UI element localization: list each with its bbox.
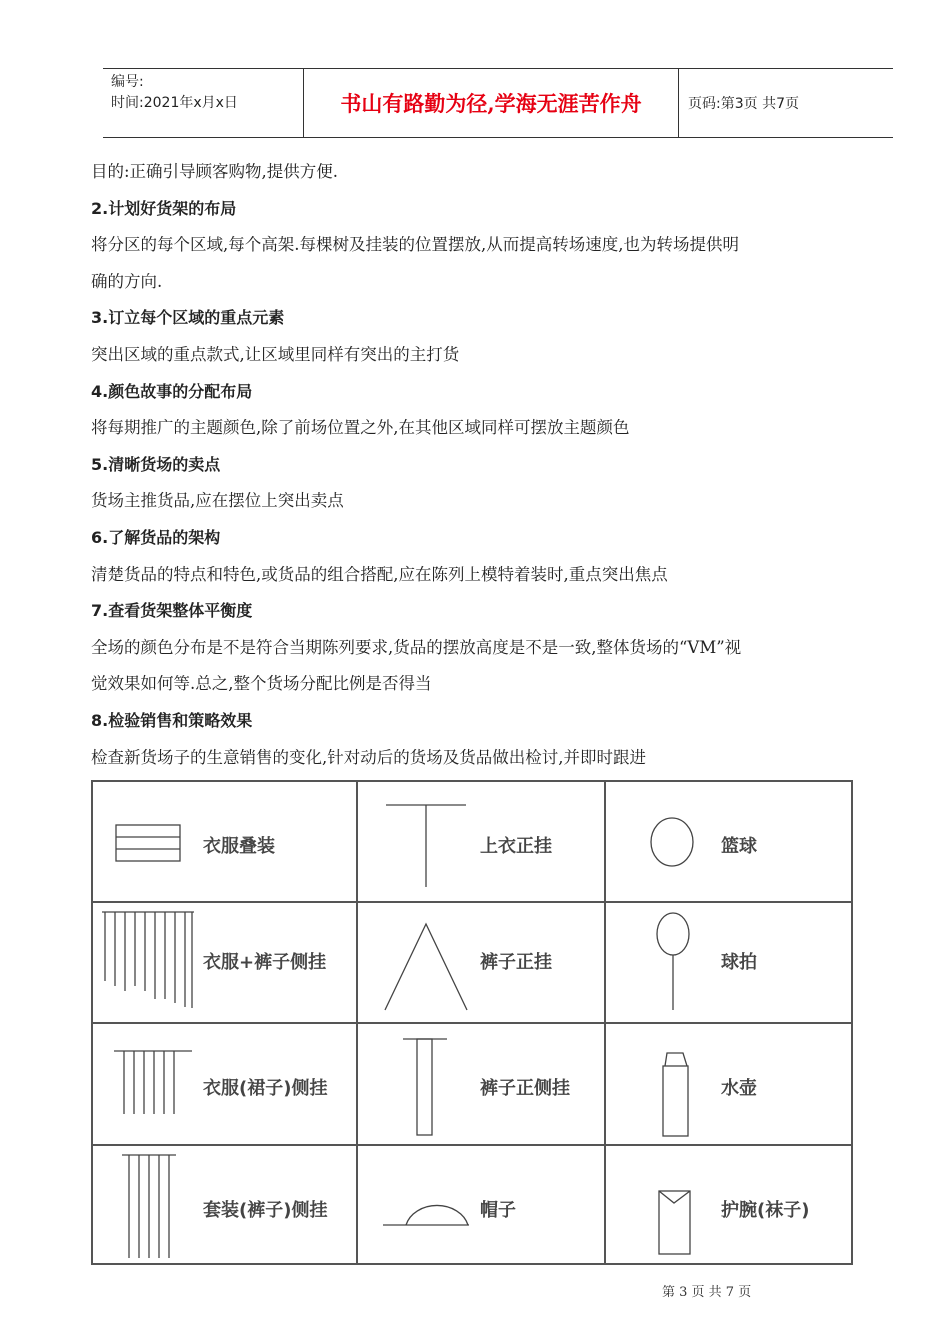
section-heading: 4.颜色故事的分配布局: [91, 381, 253, 401]
page-header: [103, 68, 893, 138]
racket-icon: [656, 912, 692, 1012]
body-paragraph: 将分区的每个区域,每个高架.每棵树及挂装的位置摆放,从而提高转场速度,也为转场提供明: [91, 235, 739, 255]
number-label: 编号:: [111, 74, 144, 90]
pants-side-hang-icon: [402, 1038, 448, 1138]
basketball-icon: [650, 817, 696, 869]
date-label: 时间:2021年x月x日: [111, 95, 238, 111]
legend-label-folded-clothes: 衣服叠装: [203, 836, 275, 857]
section-heading: 6.了解货品的架构: [91, 527, 221, 547]
kettle-icon: [661, 1052, 691, 1138]
body-paragraph: 目的:正确引导顾客购物,提供方便.: [91, 162, 339, 181]
section-heading: 3.订立每个区域的重点元素: [91, 308, 285, 328]
header-motto: 书山有路勤为径,学海无涯苦作舟: [304, 69, 679, 137]
body-paragraph: 清楚货品的特点和特色,或货品的组合搭配,应在陈列上模特着装时,重点突出焦点: [91, 564, 668, 584]
section-heading: 2.计划好货架的布局: [91, 198, 237, 218]
legend-label-hat: 帽子: [480, 1200, 516, 1221]
folded-clothes-icon: [115, 824, 183, 864]
section-heading: 5.清晰货场的卖点: [91, 454, 221, 474]
table-divider: [93, 1022, 851, 1024]
body-paragraph: 觉效果如何等.总之,整个货场分配比例是否得当: [91, 674, 432, 694]
wristband-icon: [658, 1190, 692, 1256]
legend-label-side-hang: 衣服+裤子侧挂: [203, 952, 327, 973]
body-paragraph: 突出区域的重点款式,让区域里同样有突出的主打货: [91, 344, 460, 364]
page-number: 第 3 页 共 7 页: [662, 1285, 752, 1300]
header-page-info: 页码:第3页 共7页: [688, 96, 799, 112]
skirt-side-hang-icon: [113, 1050, 193, 1120]
front-hang-t-icon: [385, 804, 467, 888]
legend-label-kettle: 水壶: [721, 1078, 757, 1099]
display-legend-table: [91, 780, 853, 1265]
pants-front-hang-icon: [384, 922, 468, 1012]
hat-icon: [382, 1192, 470, 1228]
legend-label-racket: 球拍: [721, 952, 757, 973]
suit-side-hang-icon: [121, 1154, 177, 1260]
legend-label-front-hang: 上衣正挂: [480, 836, 552, 857]
body-paragraph: 确的方向.: [91, 271, 163, 291]
legend-label-wristband: 护腕(袜子): [721, 1200, 810, 1221]
table-divider: [93, 1144, 851, 1146]
legend-label-basketball: 篮球: [721, 836, 757, 857]
document-body: [91, 154, 911, 776]
body-paragraph: 全场的颜色分布是不是符合当期陈列要求,货品的摆放高度是不是一致,整体货场的“VM”视: [91, 637, 742, 657]
legend-label-pants-side-hang: 裤子正侧挂: [480, 1078, 570, 1099]
legend-label-skirt-side-hang: 衣服(裙子)侧挂: [203, 1078, 328, 1099]
header-meta: [103, 69, 304, 137]
section-heading: 7.查看货架整体平衡度: [91, 601, 253, 621]
side-hang-rack-icon: [102, 911, 194, 1011]
table-divider: [93, 901, 851, 903]
section-heading: 8.检验销售和策略效果: [91, 710, 253, 730]
body-paragraph: 货场主推货品,应在摆位上突出卖点: [91, 491, 344, 511]
legend-label-suit-side-hang: 套装(裤子)侧挂: [203, 1200, 328, 1221]
legend-label-pants-front-hang: 裤子正挂: [480, 952, 552, 973]
body-paragraph: 检查新货场子的生意销售的变化,针对动后的货场及货品做出检讨,并即时跟进: [91, 747, 646, 767]
body-paragraph: 将每期推广的主题颜色,除了前场位置之外,在其他区域同样可摆放主题颜色: [91, 418, 630, 438]
